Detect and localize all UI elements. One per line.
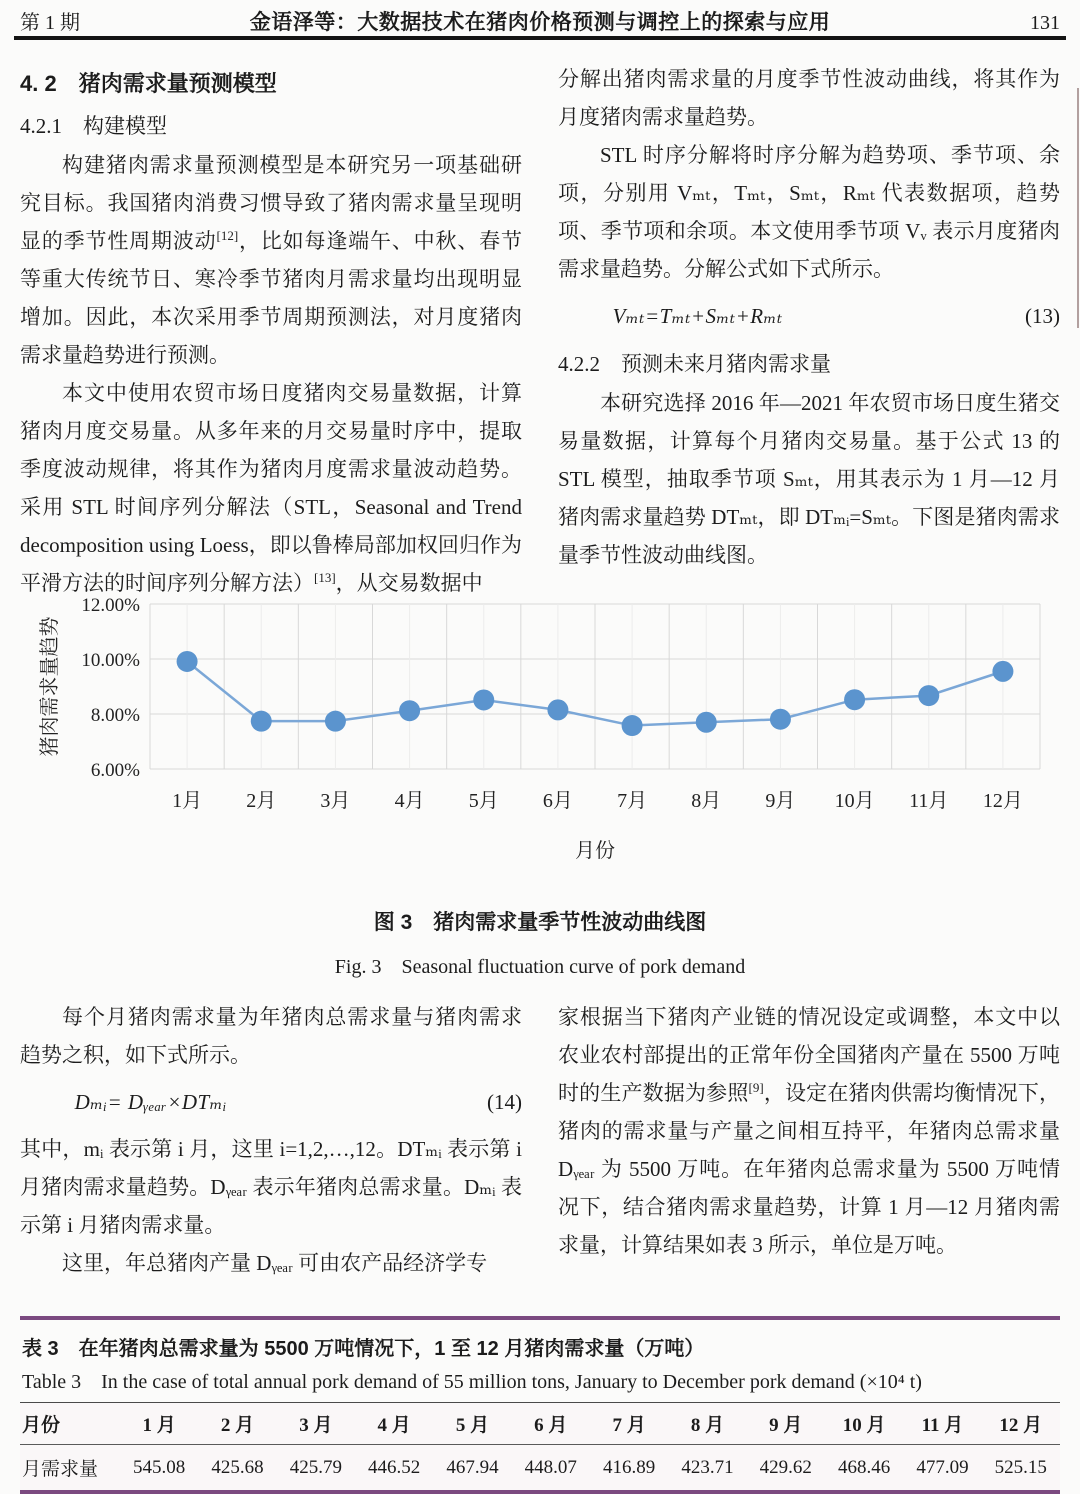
table-value-cell: 429.62 [747,1445,825,1493]
x-tick-label: 2月 [246,790,277,812]
paragraph-text: 本文中使用农贸市场日度猪肉交易量数据，计算猪肉月度交易量。从多年来的月交易量时序中，提取季度波动规律，将其作为猪肉月度需求量波动趋势。采用 STL 时间序列分解法（STL，Seasonal and Trend decomposition using Loess，即以鲁棒局部加权回归作为平滑方法的时间序列分解方法） [20,381,522,595]
header-rule [14,36,1066,40]
table-value-cell: 446.52 [355,1445,433,1493]
y-tick-label: 10.00% [81,650,140,671]
x-axis-title: 月份 [575,840,615,862]
x-tick-label: 4月 [394,790,425,812]
table-header-cell: 8 月 [668,1403,746,1445]
table-header-cell: 9 月 [747,1403,825,1445]
paragraph [20,374,522,602]
table-top-rule [20,1316,1060,1320]
equation-13-number: (13) [1025,304,1060,328]
paragraph [20,146,522,374]
data-point-marker [622,715,643,736]
table-value-cell: 545.08 [120,1445,198,1493]
table-value-cell: 467.94 [433,1445,511,1493]
equation-13 [558,296,1060,336]
x-tick-label: 11月 [909,790,949,812]
paragraph-text: ，比如每逢端午、中秋、春节等重大传统节日、寒冷季节猪肉月需求量均出现明显增加。因此，本次采用季节周期预测法，对月度猪肉需求量趋势进行预测。 [20,229,523,367]
table-value-cell: 425.68 [198,1445,276,1493]
data-point-marker [696,712,717,733]
paragraph: 其中，mᵢ 表示第 i 月，这里 i=1,2,…,12。DTₘᵢ 表示第 i 月猪肉需求量趋势。Dᵧₑₐᵣ 表示年猪肉总需求量。Dₘᵢ 表示第 i 月猪肉需求量。 [20,1137,522,1237]
paragraph-text: 构建猪肉需求量预测模型是本研究另一项基础研究目标。我国猪肉消费习惯导致了猪肉需求量呈现明显的季节性周期波动 [20,153,522,253]
paragraph [558,998,1060,1264]
x-tick-label: 9月 [765,790,796,812]
equation-13-body: Vₘₜ=Tₘₜ+Sₘₜ+Rₘₜ [612,304,783,328]
seasonal-fluctuation-chart [0,572,1080,882]
chart-svg [0,572,1080,882]
data-point-marker [399,700,420,721]
data-point-marker [844,689,865,710]
table-header-cell: 4 月 [355,1403,433,1445]
paragraph: 这里，年总猪肉产量 Dᵧₑₐᵣ 可由农产品经济学专 [62,1251,488,1275]
x-tick-label: 3月 [320,790,351,812]
paragraph: 分解出猪肉需求量的月度季节性波动曲线，将其作为月度猪肉需求量趋势。 [558,67,1060,129]
y-tick-label: 6.00% [90,760,140,781]
subsection-heading-4-2-2: 4.2.2 预测未来月猪肉需求量 [558,352,831,376]
paragraph-text: 家根据当下猪肉产业链的情况设定或调整，本文中以农业农村部提出的正常年份全国猪肉产量在 5500 万吨时的生产数据为参照 [558,1005,1060,1105]
paragraph: 每个月猪肉需求量为年猪肉总需求量与猪肉需求趋势之积，如下式所示。 [20,1005,522,1067]
table-header-cell: 12 月 [982,1403,1060,1445]
paragraph-text: ，从交易数据中 [335,571,483,595]
table-value-cell: 525.15 [982,1445,1060,1493]
running-title: 金语泽等：大数据技术在猪肉价格预测与调控上的探索与应用 [249,11,831,34]
table-header-row [20,1403,1060,1445]
data-point-marker [473,689,494,710]
data-point-marker [547,699,568,720]
paragraph: 本研究选择 2016 年—2021 年农贸市场日度生猪交易量数据，计算每个月猪肉交易量。基于公式 13 的 STL 模型，抽取季节项 Sₘₜ，用其表示为 1 月—12 月猪肉需求量趋势 DTₘₜ，即 DTₘᵢ=Sₘₜ。下图是猪肉需求量季节性波动曲线图。 [558,391,1060,567]
citation-ref-12: [12] [216,228,239,243]
x-tick-label: 6月 [542,790,573,812]
table-caption-zh: 表 3 在年猪肉总需求量为 5500 万吨情况下，1 至 12 月猪肉需求量（万吨） [22,1338,705,1360]
table-header-cell: 6 月 [512,1403,590,1445]
x-tick-label: 7月 [617,790,648,812]
figure-caption-en: Fig. 3 Seasonal fluctuation curve of pork demand [334,956,746,978]
table-header-cell: 2 月 [198,1403,276,1445]
section-heading-4-2: 4. 2 猪肉需求量预测模型 [20,71,277,96]
table-value-cell: 423.71 [668,1445,746,1493]
x-tick-label: 1月 [172,790,203,812]
table-value-cell: 468.46 [825,1445,903,1493]
left-column-bottom [20,998,522,1282]
citation-ref-13: [13] [314,570,336,585]
table-header-cell: 7 月 [590,1403,668,1445]
x-tick-label: 8月 [691,790,722,812]
table-section [20,1316,1060,1494]
data-point-marker [177,651,198,672]
page-header [20,6,1060,36]
y-axis-title: 猪肉需求量趋势 [39,616,61,757]
equation-14-body: Dₘᵢ= Dᵧₑₐᵣ×DTₘᵢ [74,1090,227,1114]
table-value-cell: 425.79 [277,1445,355,1493]
table-value-cell: 477.09 [903,1445,981,1493]
citation-ref-9: [9] [748,1080,764,1095]
data-point-marker [992,661,1013,682]
equation-14 [20,1082,522,1122]
equation-14-number: (14) [487,1090,522,1114]
y-tick-label: 12.00% [81,595,140,616]
table-header-cell: 10 月 [825,1403,903,1445]
table-value-cell: 448.07 [512,1445,590,1493]
page-number: 131 [1030,12,1060,34]
data-point-marker [325,711,346,732]
x-tick-label: 10月 [834,790,875,812]
data-point-marker [918,685,939,706]
table-header-cell: 5 月 [433,1403,511,1445]
x-tick-label: 5月 [468,790,499,812]
right-column-bottom [558,998,1060,1264]
table-value-cell: 416.89 [590,1445,668,1493]
table-header-cell: 11 月 [903,1403,981,1445]
table-header-cell: 3 月 [277,1403,355,1445]
figure-caption [0,906,1080,979]
table-row-label: 月需求量 [20,1445,120,1493]
left-column-top [20,60,522,602]
table-header-cell: 1 月 [120,1403,198,1445]
right-column-top [558,60,1060,574]
monthly-demand-table [20,1402,1060,1494]
y-tick-label: 8.00% [90,705,140,726]
subsection-heading-4-2-1: 4.2.1 构建模型 [20,114,167,138]
paragraph: STL 时序分解将时序分解为趋势项、季节项、余项，分别用 Vₘₜ，Tₘₜ，Sₘₜ，Rₘₜ 代表数据项，趋势项、季节项和余项。本文使用季节项 Vᵥ 表示月度猪肉需求量趋势。分解公式如下式所示。 [558,143,1060,281]
table-header-cell: 月份 [20,1403,120,1445]
data-point-marker [770,709,791,730]
figure-caption-zh: 图 3 猪肉需求量季节性波动曲线图 [373,911,707,934]
page-edge-artifact [1077,88,1079,328]
paragraph-text: ，设定在猪肉供需均衡情况下，猪肉的需求量与产量之间相互持平，年猪肉总需求量 Dᵧₑₐᵣ 为 5500 万吨。在年猪肉总需求量为 5500 万吨情况下，结合猪肉需求量趋势，计算 1 月—12 月猪肉需求量，计算结果如表 3 所示，单位是万吨。 [558,1081,1061,1257]
table-caption-en: Table 3 In the case of total annual pork demand of 55 million tons, January to December pork demand (×10⁴ t) [22,1371,922,1393]
x-tick-label: 12月 [982,790,1023,812]
table-row [20,1445,1060,1493]
issue-label: 第 1 期 [20,12,80,34]
data-point-marker [251,711,272,732]
